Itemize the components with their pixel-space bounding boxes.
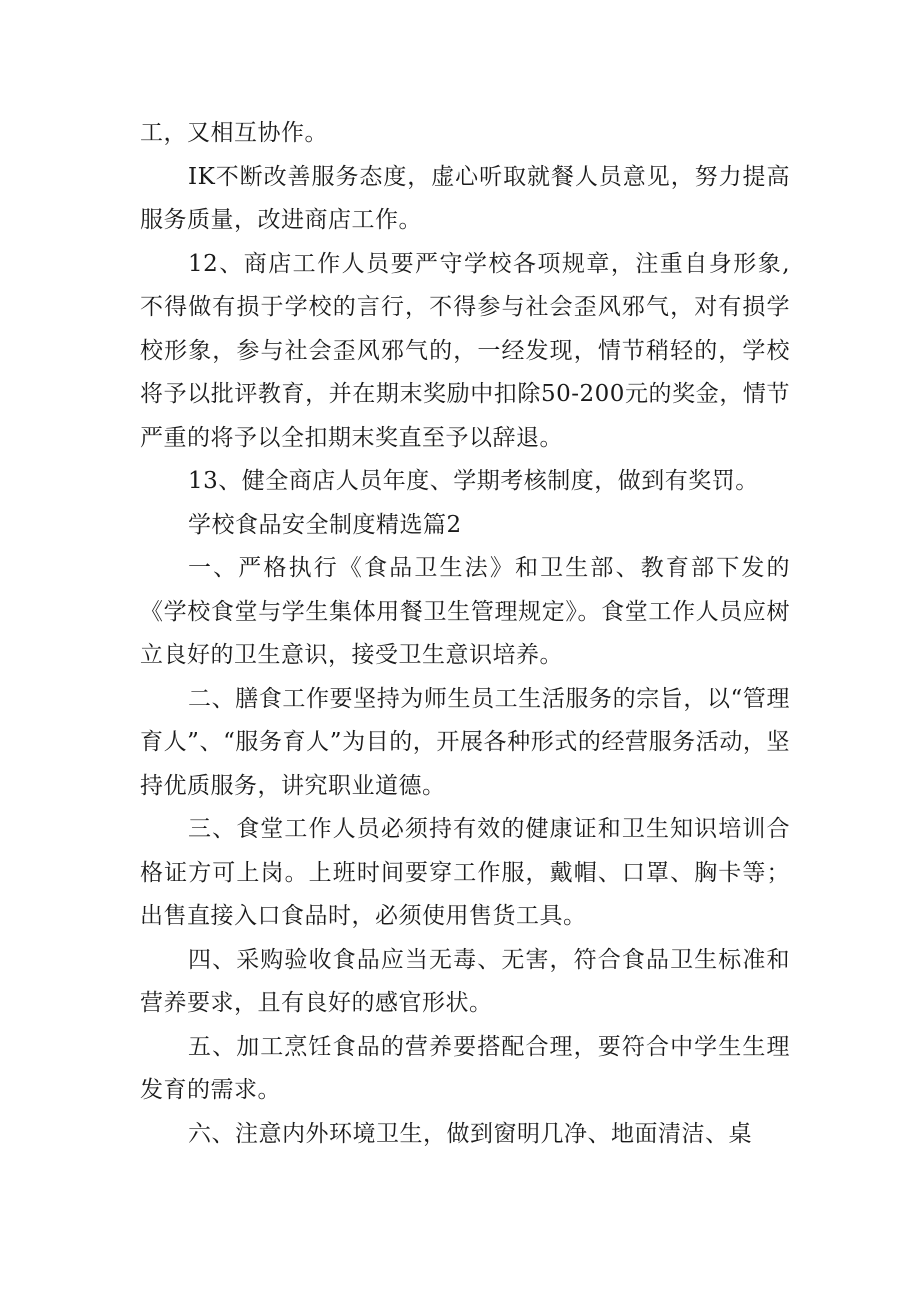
paragraph-rule-1: 一、严格执行《食品卫生法》和卫生部、教育部下发的《学校食堂与学生集体用餐卫生管理规定》。食堂工作人员应树立良好的卫生意识，接受卫生意识培养。 (140, 555, 790, 668)
paragraph-rule-5: 五、加工烹饪食品的营养要搭配合理，要符合中学生生理发育的需求。 (140, 1033, 790, 1103)
paragraph-item-13: 13、健全商店人员年度、学期考核制度，做到有奖罚。 (188, 468, 759, 494)
document-body (140, 112, 790, 1156)
paragraph-continuation: 工，又相互协作。 (140, 120, 328, 146)
section-heading: 学校食品安全制度精选篇2 (188, 511, 462, 538)
paragraph-rule-2: 二、膳食工作要坚持为师生员工生活服务的宗旨，以“管理育人”、“服务育人”为目的，开展各种形式的经营服务活动，坚持优质服务，讲究职业道德。 (140, 685, 790, 799)
paragraph-rule-4: 四、采购验收食品应当无毒、无害，符合食品卫生标准和营养要求，且有良好的感官形状。 (140, 946, 790, 1016)
paragraph-item-12: 12、商店工作人员要严守学校各项规章，注重自身形象,不得做有损于学校的言行，不得参与社会歪风邪气，对有损学校形象，参与社会歪风邪气的，一经发现，情节稍轻的，学校将予以批评教育，并在期末奖励中扣除50-200元的奖金，情节严重的将予以全扣期末奖直至予以辞退。 (140, 250, 790, 451)
paragraph-rule-6: 六、注意内外环境卫生，做到窗明几净、地面清洁、桌 (188, 1120, 752, 1147)
paragraph-rule-3: 三、食堂工作人员必须持有效的健康证和卫生知识培训合格证方可上岗。上班时间要穿工作服，戴帽、口罩、胸卡等；出售直接入口食品时，必须使用售货工具。 (140, 816, 790, 929)
paragraph-item-11: IK不断改善服务态度，虚心听取就餐人员意见，努力提高服务质量，改进商店工作。 (140, 163, 790, 233)
